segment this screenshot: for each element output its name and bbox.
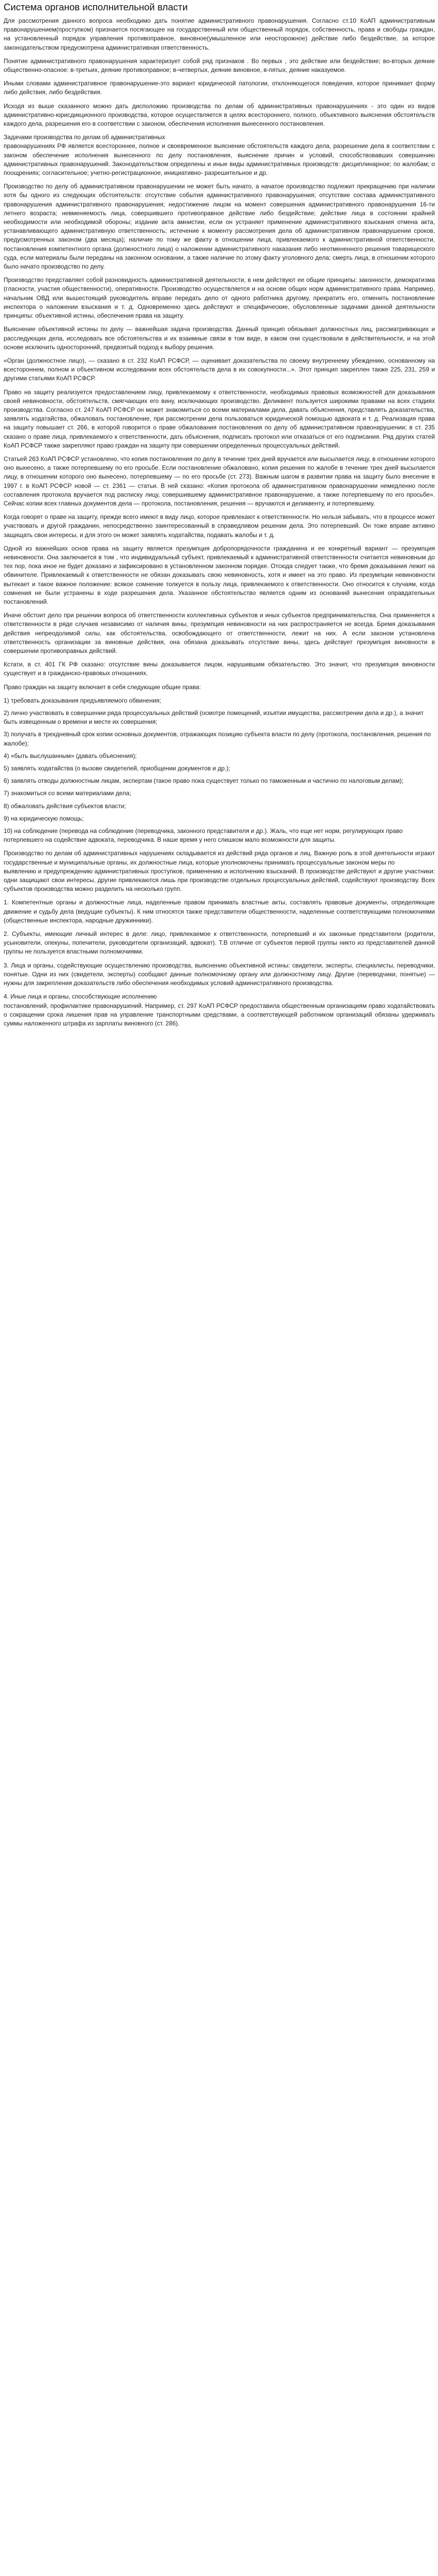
rights-list bbox=[4, 696, 435, 845]
paragraph: Иными словами административное правонарушение-это вариант юридической патологии, отклоняющегося поведения, которое принимает форму либо действия, либо бездействия. bbox=[4, 80, 435, 96]
list-item: 5) заявлять ходатайства (о вызове свидетелей, приобщении документов и др.); bbox=[4, 765, 230, 772]
paragraphs-after-list bbox=[4, 849, 435, 1028]
paragraph: 2. Субъекты, имеющие личный интерес в деле: лицо, привлекаемое к ответственности, потерпевший и их законные представители (родители, усыновители, опекуны, попечители, руководители организаций, адвокат). Т.В отличие от субъектов первой группы никто из представителей данной группы не пользуется властными полномочиями. bbox=[4, 930, 435, 956]
paragraph: 1. Компетентные органы и должностные лица, наделенные правом принимать властные акты, составлять правовые документы, определяющие движение и судьбу дела (ведущие субъекты). К ним относятся также представители общественности, наделенные соответствующими полномочиями (общественные инспектора, народные дружинники). bbox=[4, 899, 435, 924]
paragraph: Производство представляет собой разновидность административной деятельности, в нем действуют ее общие принципы: законности, демократизма (гласности, участия общественности), оперативности. Производство осуществляется и на основе общих норм административного права. Например, начальник ОВД или вышестоящий руководитель вправе передать дело от одного работника другому, прекратить его, отменить постановление инспектора о наложении взыскания и т. д. Одновременно здесь действуют и специфические, обусловленные задачами данной деятельности принципы: объективной истины, обеспечения права на защиту. bbox=[4, 276, 435, 320]
list-item: 8) обжаловать действия субъектов власти; bbox=[4, 802, 126, 810]
paragraph: Выяснение объективной истины по делу — важнейшая задача производства. Данный принцип обязывает должностных лиц, рассматривающих и расследующих дела, исследовать все обстоятельства и их взаимные связи в том виде, в каком они существовали в действительности, и на этой основе исключить односторонний, предвзятый подход к выбору решения. bbox=[4, 325, 435, 351]
paragraph: 3. Лица и органы, содействующие осуществлению производства, выяснению объективной истины: свидетели, эксперты, специалисты, переводчики, понятые. Одни из них (свидетели, эксперты) сообщают данные полномочному органу или должностному лицу. Другие (переводчики, понятые) — нужны для закрепления доказательств либо обеспечения необходимых условий административного производства. bbox=[4, 961, 435, 987]
list-item: 4) «быть выслушанным» (давать объяснения); bbox=[4, 752, 137, 760]
paragraph: Статьей 263 КоАП РСФСР установлено, что копия постановления по делу в течение трех дней вручается или высылается лицу, в отношении которого оно вынесено, а также потерпевшему по его просьбе. Если постановление обжаловано, копия решения по жалобе в течение трех дней высылается лицу, в отношении которого оно вынесено, потерпевшему — по его просьбе (ст. 273). Важным шагом в развитии права на защиту было внесение в 1997 г. в КоАП РСФСР новой — ст. 2361 — статьи. В ней сказано: «Копия протокола об административном правонарушении немедленно после составления протокола вручается под расписку лицу, совершившему административное правонарушение, а также потерпевшему по его просьбе». Сейчас копии всех главных документов дела — протокола, постановления, решения — вручаются и деликвенту, и потерпевшему. bbox=[4, 455, 435, 507]
paragraph: Когда говорят о праве на защиту, прежде всего имеют в виду лицо, которое привлекают к ответственности. Но нельзя забывать, что в процессе может участвовать и другой гражданин, непосредственно заинтересованный в справедливом решении дела. Это потерпевший. Он тоже вправе активно защищать свои интересы, и для этого он может заявлять ходатайства, подавать жалобы и т. д. bbox=[4, 513, 435, 539]
list-item: 10) на соблюдение (перевода на соблюдение (переводчика, законного представителя и др.). Жаль, что еще нет норм, регулирующих право потерпевшего на содействие адвоката, переводчика. В наше время у него слишком мало возможности для защиты. bbox=[4, 827, 403, 844]
paragraph: «Орган (должностное лицо), — сказано в ст. 232 КоАП РСФСР, — оценивает доказательства по своему внутреннему убеждению, основанному на всестороннем, полном и объективном исследовании всех обстоятельств дела в их совокупности...». Этот принцип закреплен также 225, 231, 259 и другими статьями КоАП РСФСР. bbox=[4, 356, 435, 382]
list-item: 7) знакомиться со всеми материалами дела; bbox=[4, 790, 131, 797]
paragraph: Задачами производства по делам об административных правонарушениях РФ является всестороннее, полное и своевременное выяснение обстоятельств каждого дела, разрешение дела в соответствии с законом обеспечение исполнения вынесенного по делу постановления, выяснение причин и условий, способствовавших совершению административных правонарушений. Законодательством определены и иные виды административных производств: дисциплинарное; по жалобам; о поощрениях; согласительное; учетно-регистрационное, инициативно- разрешительное и др. bbox=[4, 133, 435, 177]
list-item: 3) получать в трехдневный срок копии основных документов, отражающих позицию субъекта власти по делу (протокола, постановления, решения по жалобе); bbox=[4, 731, 431, 747]
paragraph: Производство по делу об административном правонарушении не может быть начато, а начатое производство подлежит прекращению при наличии хотя бы одного из следующих обстоятельств: отсутствие события административного правонарушения; отсутствие состава административного правонарушения административного правонарушения; недостижение лицом на момент совершения административного правонарушения 16-ти летнего возраста; невменяемость лица, совершившего противоправное действие либо бездействие; действие лица в состоянии крайней необходимости или необходимой обороны; издание акта амнистии, если он устраняет применение административного взыскания отмена акта, устанавливающего административную ответственность; истечение к моменту рассмотрения дела об административном правонарушении сроков, предусмотренных законом (два месяца); наличие по тому же факту в отношении лица, привлекаемого к административной ответственности, постановления компетентного органа (должностного лица) о наложении административного наказания либо неотмененного решения товарищеского суда, если материалы были переданы на законном основании, а также наличие по этому факту уголовного дела; смерть лица, в отношении которого было начато производство по делу. bbox=[4, 183, 435, 271]
paragraph: Исходя из выше сказанного можно дать дисположию производства по делам об административных правонарушениях - это один из видов административно-юрисдикционного производства, которое осуществляется в целях всестороннего, полного, объективного выяснения обстоятельств каждого дела, разрешения его в соответствии с законом, обеспечения исполнения вынесенного постановления. bbox=[4, 102, 435, 128]
paragraphs-before-list bbox=[4, 17, 435, 692]
paragraph: Для рассмотрения данного вопроса необходимо дать понятие административного правонарушения. Согласно ст.10 КоАП административным правонарушением(проступком) признается посягающее на государственный или общественный порядок, собственность, права и свободы граждан, на установленный порядок управления противоправное, виновное(умышленное или неосторожное) действие либо бездействие, за которое законодательством предусмотрена административная ответственность. bbox=[4, 17, 435, 51]
paragraph: Производство по делам об административных нарушениях складывается из действий ряда органов и лиц. Важную роль в этой деятельности играют государственные и муниципальные органы, их должностные лица, которые уполномочены принимать процессуальные законом меры по выявлению и предупреждению административных проступков, применению и исполнению взысканий. В производстве действуют и другие участники: одни защищают свои интересы, другие привлекаются лишь при производстве отдельных процессуальных действий, содействуют производству. Всех субъектов производства можно разделить на несколько групп. bbox=[4, 850, 435, 893]
list-item: 6) заявлять отводы должностным лицам, экспертам (такое право пока существует только по таможенным и частично по налоговым делам); bbox=[4, 777, 403, 785]
list-item: 1) требовать доказывания предъявляемого обвинения; bbox=[4, 696, 161, 704]
paragraph: Право на защиту реализуется предоставлением лицу, привлекаемому к ответственности, необходимых правовых возможностей для доказывания своей невиновности, обстоятельств, смягчающих его вину, исключающих производство. Деликвент пользуется широкими правами на всех стадиях производства. Согласно ст. 247 КоАП РСФСР он может знакомиться со всеми материалами дела, давать объяснения, представлять доказательства, заявлять ходатайства, обжаловать постановление, при рассмотрении дела пользоваться юридической помощью адвоката и т. д. Реализация права на защиту повышает ст. 266, в которой говорится о праве обжалования постановления по делу об административном правонарушении; в ст. 235 сказано о праве лица, привлекаемого к ответственности, дать объяснения, подписать протокол или отказаться от его подписания. Ряд других статей КоАП РСФСР также закрепляют право граждан на защиту при совершении определенных процессуальных действий. bbox=[4, 388, 435, 449]
list-item: 2) лично участвовать в совершении ряда процессуальных действий (осмотре помещений, изъятии имущества, рассмотрении дела и др.), а значит быть извещенным о времени и месте их совершения; bbox=[4, 709, 424, 726]
paragraph: Одной из важнейших основ права на защиту является презумпция добропорядочности гражданина и ее конкретный вариант — презумпция невиновности. Она заключается в том , что индивидуальный субъект, привлекаемый к административной ответственности считается невиновным до тех пор, пока иное не будет доказано и зафиксировано в установленном законном порядке. Отсюда следует также, что бремя доказывания лежит на обвинителе. Привлекаемый к ответственности не обязан доказывать свою невиновность, хотя и имеет на это право. Из презумпции невиновности вытекает и такое важное положение: всякое сомнение толкуется в пользу лица, привлекаемого к ответственности. Оно относится к случаям, когда сомнения не были устранены в ходе разрешения дела. Указанное обстоятельство является одним из оснований вынесения оправдательных постановлений. bbox=[4, 544, 435, 605]
paragraph: Право граждан на защиту включает в себя следующие общие права: bbox=[4, 683, 201, 691]
paragraph: Иначе обстоит дело при решении вопроса об ответственности коллективных субъектов и иных субъектов предпринимательства. Она применяется к ответственности в ряде случаев независимо от наличия вины, презумпция невиновности на них распространяется не всегда. Бремя доказывания действия непреодолимой силы, как обстоятельства, освобождающего от ответственности, лежит на них. А если законом установлена ответственность организации за виновные действия, она обязана доказывать отсутствие вины, здесь действует презумпция виновности в совершении противоправных действий. bbox=[4, 612, 435, 654]
list-item: 9) на юридическую помощь; bbox=[4, 814, 84, 822]
document bbox=[0, 0, 438, 1035]
document-title: Система органов исполнительной власти bbox=[4, 2, 188, 12]
paragraph: Понятие административного правонарушения характеризует собой ряд признаков . Во первых , это действие или бездействие; во-вторых деяние общественно-опасное: в-третьих, деяние противоправное; в-четвертых, деяние виновное, в-пятых, деяние наказуемое. bbox=[4, 57, 435, 74]
paragraph: Кстати, в ст. 401 ГК РФ сказано: отсутствие вины доказывается лицом, нарушившим обязательство. Это значит, что презумпция виновности существует и в гражданско-правовых отношениях. bbox=[4, 661, 435, 677]
paragraph: 4. Иные лица и органы, способствующие исполнению постановлений, профилактике правонарушений. Например, ст. 297 КоАП РСФСР предоставила общественным организациям право ходатайствовать о сокращении срока лишения прав на управление транспортными средствами, а соответствующей работником организаций обязаны удерживать суммы наложенного штрафа из зарплаты виновного (ст. 286). bbox=[4, 993, 435, 1027]
